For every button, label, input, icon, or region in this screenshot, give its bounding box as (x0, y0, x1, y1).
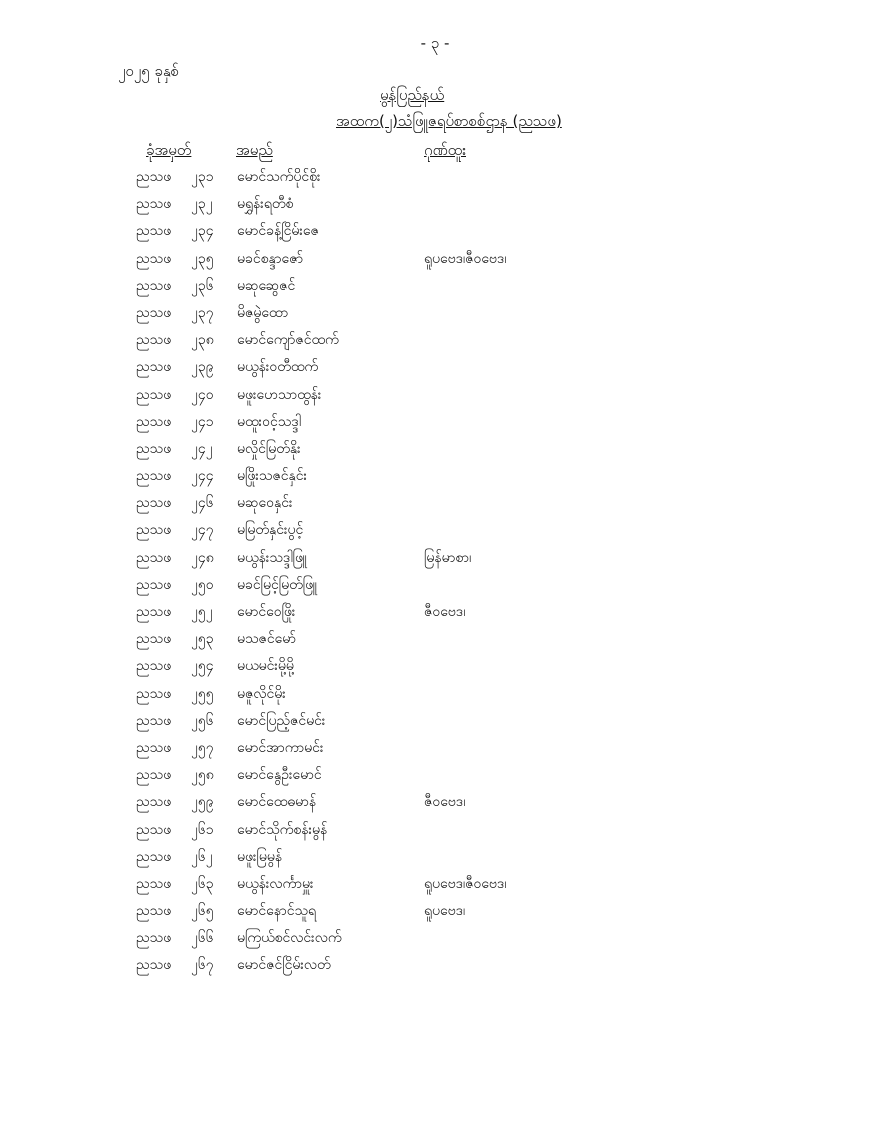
distinction: ဇီဝဗေဒ၊ (424, 794, 466, 811)
roll-number: ၂၅၉ (191, 794, 214, 811)
roll-number: ၂၄၆ (191, 495, 214, 512)
list-item (0, 900, 870, 927)
student-name: မခင်မြင့်မြတ်ဖြူ (237, 576, 318, 593)
list-item (0, 248, 870, 275)
distinction: ရူပဗေဒ၊ဇီဝဗေဒ၊ (424, 875, 507, 892)
roll-prefix: ညသဖ (136, 196, 172, 213)
distinction: ဇီဝဗေဒ၊ (424, 604, 466, 620)
student-name: မဖူးဟေသာထွန်း (237, 386, 322, 403)
student-name: မောင်ဝေဖြိုး (237, 604, 296, 620)
student-name: မသဇင်မော် (237, 631, 296, 648)
roll-prefix: ညသဖ (136, 440, 172, 457)
roll-prefix: ညသဖ (136, 495, 172, 512)
student-name: မောင်ထေဓမာန် (237, 794, 317, 811)
student-name: မောင်ပြည့်ဇင်မင်း (237, 712, 326, 729)
roll-number: ၂၆၅ (191, 903, 214, 920)
roll-prefix: ညသဖ (136, 169, 172, 185)
roll-prefix: ညသဖ (136, 712, 172, 729)
student-name: မကြယ်စင်လင်းလက် (237, 930, 342, 947)
roll-number: ၂၃၅ (191, 250, 214, 267)
list-item (0, 846, 870, 873)
list-item (0, 791, 870, 818)
roll-number: ၂၅၅ (191, 685, 214, 702)
roll-prefix: ညသဖ (136, 848, 172, 865)
roll-number: ၂၃၁ (191, 169, 214, 185)
roll-number: ၂၄၀ (191, 386, 214, 403)
roll-prefix: ညသဖ (136, 658, 172, 675)
student-name: မလှိုင်မြတ်နိုး (237, 440, 301, 457)
roll-number: ၂၅၈ (191, 767, 214, 784)
roll-prefix: ညသဖ (136, 739, 172, 756)
list-item (0, 329, 870, 356)
student-name: မောင်သိုက်စန်းမွန် (237, 821, 328, 838)
column-header-name: အမည် (236, 141, 273, 159)
student-name: မခင်စန္ဒာဇော် (237, 250, 304, 267)
roll-prefix: ညသဖ (136, 277, 172, 294)
roll-number: ၂၆၂ (191, 848, 213, 865)
student-name: မဆုဝေနှင်း (237, 495, 293, 512)
roll-number: ၂၄၇ (191, 522, 214, 539)
student-name: မဖူးမြမွန် (237, 848, 283, 865)
roll-prefix: ညသဖ (136, 903, 172, 920)
roll-prefix: ညသဖ (136, 413, 172, 430)
roll-prefix: ညသဖ (136, 386, 172, 403)
list-item (0, 411, 870, 438)
student-name: မောင်ကျော်ဇင်ထက် (237, 332, 339, 349)
roll-prefix: ညသဖ (136, 604, 172, 620)
list-item (0, 737, 870, 764)
roll-prefix: ညသဖ (136, 576, 172, 593)
roll-prefix: ညသဖ (136, 794, 172, 811)
roll-prefix: ညသဖ (136, 549, 172, 566)
document-title: မွန်ပြည်နယ် (380, 86, 445, 104)
roll-prefix: ညသဖ (136, 821, 172, 838)
student-name: မောင်နောင်သူရ (237, 903, 317, 920)
student-name: မယွန်းသဒ္ဒါဖြူ (237, 549, 308, 566)
student-name: မမြတ်နှင်းပွင့် (237, 522, 304, 539)
roll-number: ၂၅၀ (191, 576, 214, 593)
list-item (0, 574, 870, 601)
list-item (0, 819, 870, 846)
student-name: မဇူလိုင်မိုး (237, 685, 286, 702)
roll-prefix: ညသဖ (136, 304, 172, 321)
list-item (0, 954, 870, 981)
roll-prefix: ညသဖ (136, 631, 172, 648)
list-item (0, 873, 870, 900)
list-item (0, 465, 870, 492)
distinction: မြန်မာစာ၊ (424, 549, 472, 566)
roll-number: ၂၄၈ (191, 549, 214, 566)
roll-number: ၂၅၇ (191, 739, 214, 756)
list-item (0, 220, 870, 247)
roll-prefix: ညသဖ (136, 223, 172, 240)
list-item (0, 519, 870, 546)
roll-prefix: ညသဖ (136, 875, 172, 892)
roll-number: ၂၄၁ (191, 413, 214, 430)
list-item (0, 166, 870, 193)
student-name: မယမင်းမို့မို့ (237, 658, 294, 675)
student-name: မဆုဆွေဇင် (237, 277, 296, 294)
list-item (0, 356, 870, 383)
roll-prefix: ညသဖ (136, 332, 172, 349)
list-item (0, 384, 870, 411)
roll-number: ၂၄၄ (191, 468, 214, 485)
roll-number: ၂၅၄ (191, 658, 214, 675)
student-name: မယွန်းဝတီထက် (237, 359, 319, 376)
roll-number: ၂၆၇ (191, 957, 214, 974)
roll-number: ၂၃၂ (191, 196, 213, 213)
roll-number: ၂၄၂ (191, 440, 213, 457)
list-item (0, 628, 870, 655)
student-name: မောင်နွေဦးမောင် (237, 767, 322, 784)
roll-prefix: ညသဖ (136, 685, 172, 702)
exam-year: ၂၀၂၅ ခုနှစ် (118, 62, 180, 80)
student-name: မရွှန်းရတီစံ (237, 196, 294, 213)
student-name: မိဇမွဲထော (237, 304, 289, 321)
column-header-distinction: ဂုဏ်ထူး (424, 141, 466, 159)
list-item (0, 302, 870, 329)
results-list (0, 166, 870, 982)
roll-prefix: ညသဖ (136, 767, 172, 784)
roll-prefix: ညသဖ (136, 957, 172, 974)
list-item (0, 438, 870, 465)
roll-prefix: ညသဖ (136, 522, 172, 539)
list-item (0, 683, 870, 710)
roll-number: ၂၆၁ (191, 821, 214, 838)
distinction: ရူပဗေဒ၊ (424, 903, 466, 920)
page-number: - ၃ - (420, 34, 450, 52)
roll-prefix: ညသဖ (136, 468, 172, 485)
roll-number: ၂၅၃ (191, 631, 214, 648)
roll-number: ၂၃၇ (191, 304, 214, 321)
list-item (0, 275, 870, 302)
distinction: ရူပဗေဒ၊ဇီဝဗေဒ၊ (424, 250, 507, 267)
student-name: မောင်ဇင်ငြိမ်းလတ် (237, 957, 331, 974)
roll-number: ၂၅၆ (191, 712, 214, 729)
list-item (0, 927, 870, 954)
student-name: မဖြိုးသဇင်နှင်း (237, 468, 308, 485)
student-name: မထူးဝင့်သဒ္ဒါ (237, 413, 301, 430)
list-item (0, 193, 870, 220)
roll-number: ၂၃၄ (191, 223, 214, 240)
student-name: မယွန်းလင်္ကာမှူး (237, 875, 314, 892)
document-subtitle: အထက(၂)သံဖြူဇရပ်စာစစ်ဌာန (ညသဖ) (336, 112, 562, 130)
roll-number: ၂၃၆ (191, 277, 214, 294)
roll-number: ၂၆၃ (191, 875, 214, 892)
student-name: မောင်အာကာမင်း (237, 739, 324, 756)
student-name: မောင်သက်ပိုင်စိုး (237, 169, 321, 185)
roll-prefix: ညသဖ (136, 250, 172, 267)
roll-number: ၂၃၈ (191, 332, 214, 349)
list-item (0, 710, 870, 737)
student-name: မောင်ခန့်ငြိမ်းဇေ (237, 223, 319, 240)
roll-number: ၂၅၂ (191, 604, 213, 620)
list-item (0, 655, 870, 682)
list-item (0, 492, 870, 519)
roll-prefix: ညသဖ (136, 930, 172, 947)
roll-prefix: ညသဖ (136, 359, 172, 376)
list-item (0, 601, 870, 628)
column-header-roll: ခုံအမှတ် (146, 141, 192, 159)
roll-number: ၂၆၆ (191, 930, 214, 947)
roll-number: ၂၃၉ (191, 359, 214, 376)
list-item (0, 764, 870, 791)
list-item (0, 547, 870, 574)
